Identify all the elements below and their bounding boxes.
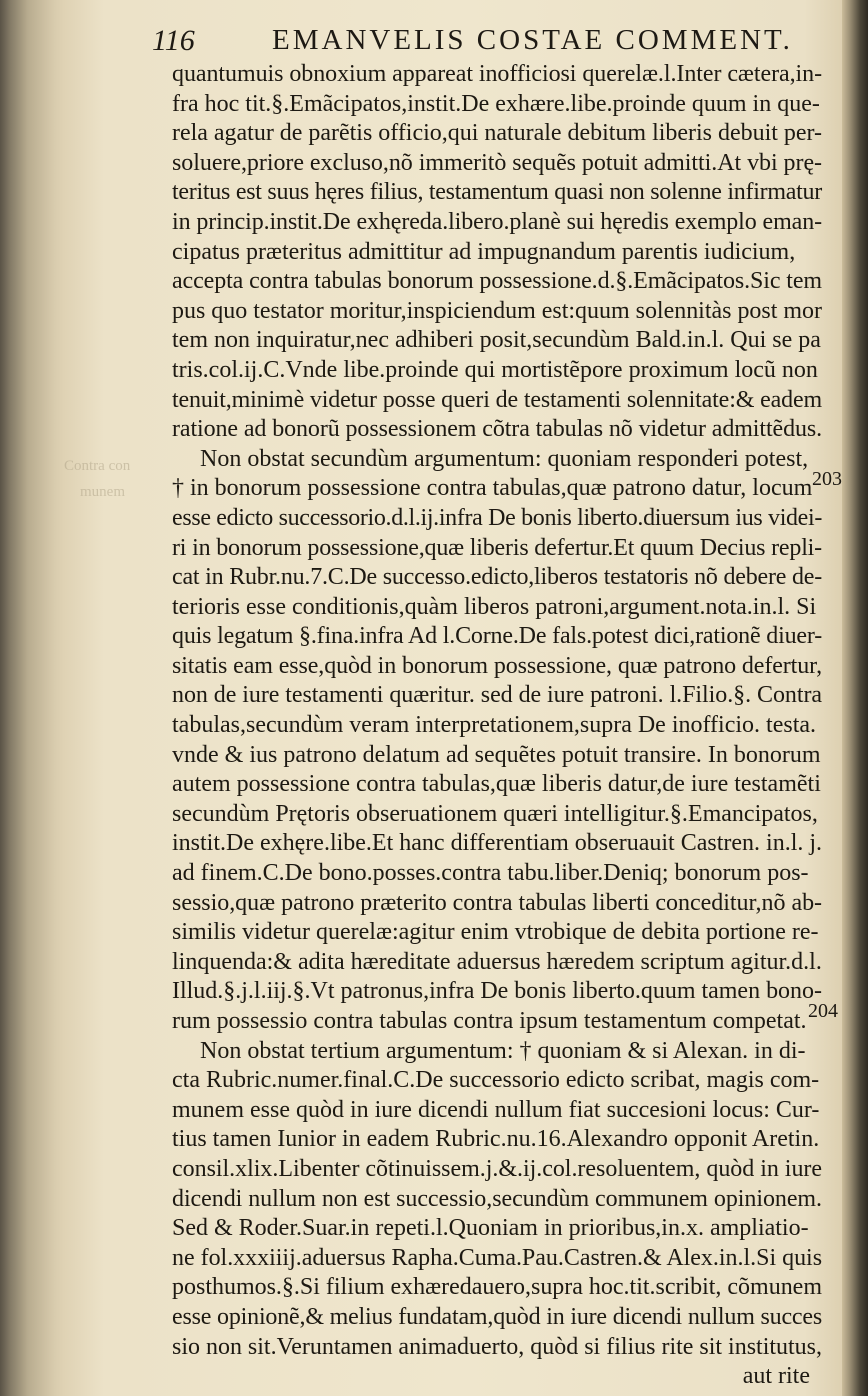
text-line: Sed & Roder.Suar.in repeti.l.Quoniam in prioribus,in.x. ampliatio-	[172, 1215, 809, 1242]
text-line: cat in Rubr.nu.7.C.De successo.edicto,liberos testatoris nõ debere de-	[172, 564, 822, 591]
text-line: tem non inquiratur,nec adhiberi posit,secundùm Bald.in.l. Qui se pa	[172, 327, 821, 354]
text-line: terioris esse conditionis,quàm liberos patroni,argument.nota.in.l. Si	[172, 593, 817, 620]
text-line: tabulas,secundùm veram interpretationem,supra De inofficio. testa.	[172, 712, 817, 739]
text-line: fra hoc tit.§.Emãcipatos,instit.De exhære.libe.proinde quum in que-	[172, 90, 820, 117]
text-line: dicendi nullum non est successio,secundùm communem opinionem.	[172, 1185, 822, 1212]
text-line: autem possessione contra tabulas,quæ liberis datur,de iure testamẽti	[172, 771, 821, 798]
running-header	[152, 24, 802, 58]
text-line: ratione ad bonorũ possessionem cõtra tabulas nõ videtur admittẽdus.	[172, 416, 823, 443]
text-line: soluere,priore excluso,nõ immeritò sequẽs potuit admitti.At vbi prę-	[172, 149, 822, 176]
running-head-title: EMANVELIS COSTAE COMMENT.	[272, 24, 793, 56]
text-line: sitatis eam esse,quòd in bonorum possessione, quæ patrono defertur,	[172, 652, 822, 679]
text-line: ad finem.C.De bono.posses.contra tabu.liber.Deniq; bonorum pos-	[172, 860, 809, 887]
text-line: secundùm Prętoris obseruationem quæri intelligitur.§.Emancipatos,	[172, 800, 818, 827]
text-line: tenuit,minimè videtur posse queri de testamenti solennitate:& eadem	[172, 386, 822, 413]
text-line: non de iure testamenti quæritur. sed de iure patroni. l.Filio.§. Contra	[172, 682, 822, 709]
catchword: aut rite	[742, 1363, 810, 1390]
text-line: quantumuis obnoxium appareat inofficiosi querelæ.l.Inter cætera,in-	[172, 61, 823, 87]
text-line: linquenda:& adita hæreditate aduersus hæredem scriptum agitur.d.l.	[172, 948, 822, 975]
text-line: ri in bonorum possessione,quæ liberis defertur.Et quum Decius repli-	[172, 534, 822, 561]
text-line: tris.col.ij.C.Vnde libe.proinde qui mortistẽpore proximum locũ non	[172, 356, 818, 383]
text-line: ne fol.xxxiiij.aduersus Rapha.Cuma.Pau.Castren.& Alex.in.l.Si quis	[172, 1244, 823, 1271]
margin-number: 203	[812, 468, 842, 490]
margin-number: 204	[808, 1000, 838, 1022]
text-line: cta Rubric.numer.final.C.De successorio edicto scribat, magis com-	[172, 1067, 820, 1094]
page-number: 116	[152, 24, 195, 57]
text-line: esse opinionẽ,& melius fundatam,quòd in iure dicendi nullum succes	[172, 1303, 822, 1330]
bleed-through-text: Contra con	[64, 458, 131, 474]
paragraph-start-line: Non obstat tertium argumentum: † quoniam & si Alexan. in di-	[200, 1037, 806, 1064]
text-line: † in bonorum possessione contra tabulas,quæ patrono datur, locum	[172, 475, 813, 502]
text-block	[172, 60, 822, 1392]
text-line: Illud.§.j.l.iij.§.Vt patronus,infra De bonis liberto.quum tamen bono-	[172, 978, 823, 1005]
text-line: posthumos.§.Si filium exhæredauero,supra hoc.tit.scribit, cõmunem	[172, 1274, 822, 1301]
text-line: pus quo testator moritur,inspiciendum est:quum solennitàs post mor	[172, 297, 822, 324]
text-line: esse edicto successorio.d.l.ij.infra De bonis liberto.diuersum ius videi-	[172, 504, 822, 531]
text-line: similis videtur querelæ:agitur enim vtrobique de debita portione re-	[172, 919, 819, 946]
text-line: instit.De exhęre.libe.Et hanc differentiam obseruauit Castren. in.l. j.	[172, 830, 823, 857]
text-line: accepta contra tabulas bonorum possessione.d.§.Emãcipatos.Sic tem	[172, 268, 822, 295]
text-line: quis legatum §.fina.infra Ad l.Corne.De fals.potest dici,rationẽ diuer-	[172, 623, 823, 650]
text-line: vnde & ius patrono delatum ad sequẽtes potuit transire. In bonorum	[172, 741, 821, 768]
text-line: cipatus præteritus admittitur ad impugnandum parentis iudicium,	[172, 238, 796, 265]
book-gutter-shadow	[0, 0, 70, 1396]
text-line: sio non sit.Veruntamen animaduerto, quòd si filius rite sit institutus,	[172, 1333, 822, 1360]
text-line: consil.xlix.Libenter cõtinuissem.j.&.ij.col.resoluentem, quòd in iure	[172, 1155, 823, 1182]
text-line: teritus est suus hęres filius, testamentum quasi non solenne infirmatur	[172, 179, 822, 206]
paragraph-start-line: Non obstat secundùm argumentum: quoniam responderi potest,	[200, 445, 809, 472]
text-line: tius tamen Iunior in eadem Rubric.nu.16.Alexandro opponit Aretin.	[172, 1126, 820, 1153]
bleed-through-text: munem	[80, 484, 125, 500]
text-line: rum possessio contra tabulas contra ipsum testamentum competat.	[172, 1008, 807, 1034]
page-edge-shadow	[842, 0, 868, 1396]
text-line: sessio,quæ patrono præterito contra tabulas liberti conceditur,nõ ab-	[172, 889, 823, 916]
text-line: munem esse quòd in iure dicendi nullum fiat succesioni locus: Cur-	[172, 1096, 820, 1123]
text-line: rela agatur de parẽtis officio,qui naturale debitum liberis debuit per-	[172, 120, 822, 147]
text-line: in princip.instit.De exhęreda.libero.planè sui hęredis exemplo eman-	[172, 208, 822, 235]
